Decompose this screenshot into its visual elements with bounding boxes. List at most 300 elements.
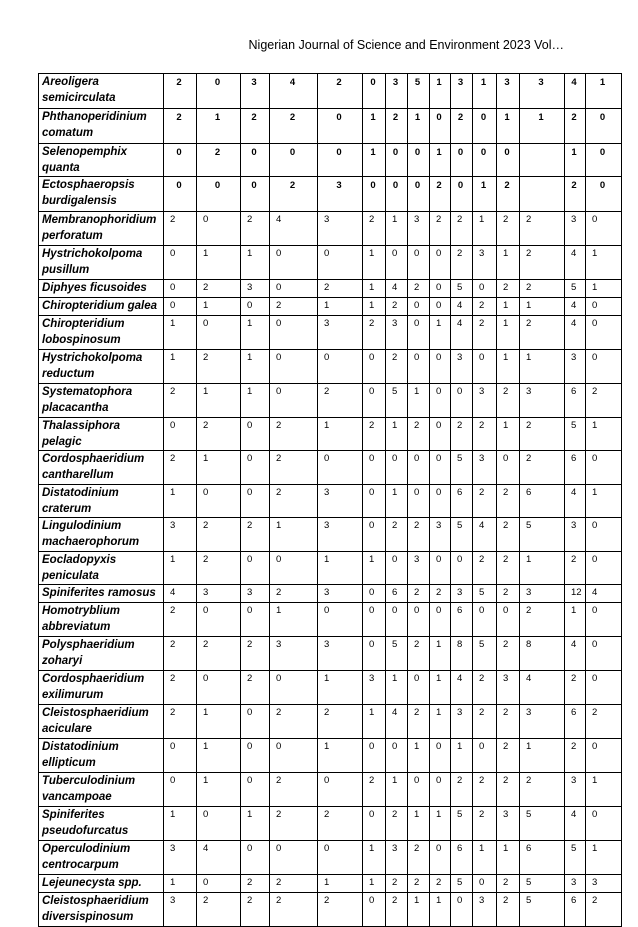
count-cell: 2 xyxy=(497,773,520,807)
count-cell: 0 xyxy=(586,350,622,384)
count-cell: 4 xyxy=(164,585,197,603)
count-cell: 0 xyxy=(270,671,318,705)
species-name-cell: Areoligera semicirculata xyxy=(39,74,164,109)
count-cell: 3 xyxy=(565,875,586,893)
count-cell: 5 xyxy=(408,74,430,109)
count-cell: 1 xyxy=(197,384,241,418)
count-cell: 1 xyxy=(241,316,270,350)
count-cell: 3 xyxy=(241,585,270,603)
count-cell: 2 xyxy=(473,485,497,518)
count-cell: 2 xyxy=(164,671,197,705)
count-cell: 12 xyxy=(565,585,586,603)
count-cell: 2 xyxy=(241,671,270,705)
species-name-cell: Selenopemphix quanta xyxy=(39,144,164,177)
count-cell: 1 xyxy=(586,246,622,280)
count-cell: 0 xyxy=(197,671,241,705)
count-cell: 0 xyxy=(241,177,270,212)
count-cell: 2 xyxy=(520,212,565,246)
species-name-cell: Distatodinium craterum xyxy=(39,485,164,518)
count-cell: 2 xyxy=(408,841,430,875)
count-cell: 2 xyxy=(241,212,270,246)
count-cell: 1 xyxy=(197,298,241,316)
count-cell: 8 xyxy=(451,637,473,671)
count-cell: 2 xyxy=(408,705,430,739)
count-cell: 2 xyxy=(270,298,318,316)
count-cell: 2 xyxy=(520,451,565,485)
count-cell: 2 xyxy=(241,109,270,144)
count-cell: 1 xyxy=(386,418,408,451)
count-cell: 2 xyxy=(497,637,520,671)
count-cell: 0 xyxy=(241,773,270,807)
count-cell: 2 xyxy=(497,518,520,552)
count-cell: 2 xyxy=(270,585,318,603)
count-cell: 2 xyxy=(270,875,318,893)
table-row xyxy=(39,841,622,875)
count-cell: 2 xyxy=(497,280,520,298)
count-cell: 0 xyxy=(164,739,197,773)
count-cell: 0 xyxy=(318,350,363,384)
count-cell: 1 xyxy=(565,144,586,177)
count-cell: 0 xyxy=(586,298,622,316)
species-name-cell: Operculodinium centrocarpum xyxy=(39,841,164,875)
count-cell: 1 xyxy=(430,74,451,109)
species-count-table xyxy=(38,73,622,927)
count-cell: 3 xyxy=(318,212,363,246)
count-cell: 3 xyxy=(318,518,363,552)
count-cell: 0 xyxy=(430,773,451,807)
count-cell: 0 xyxy=(164,144,197,177)
count-cell: 0 xyxy=(270,739,318,773)
count-cell: 3 xyxy=(451,74,473,109)
count-cell: 4 xyxy=(565,298,586,316)
count-cell: 0 xyxy=(586,212,622,246)
count-cell: 1 xyxy=(430,807,451,841)
species-name-cell: Chiropteridium galea xyxy=(39,298,164,316)
species-name-cell: Cordosphaeridium cantharellum xyxy=(39,451,164,485)
count-cell: 2 xyxy=(363,418,386,451)
count-cell: 5 xyxy=(451,807,473,841)
count-cell: 1 xyxy=(497,298,520,316)
count-cell: 1 xyxy=(520,350,565,384)
count-cell: 0 xyxy=(586,637,622,671)
count-cell: 3 xyxy=(164,841,197,875)
count-cell: 2 xyxy=(386,298,408,316)
count-cell: 2 xyxy=(241,518,270,552)
count-cell: 0 xyxy=(318,773,363,807)
count-cell: 3 xyxy=(451,585,473,603)
count-cell: 1 xyxy=(197,705,241,739)
count-cell: 4 xyxy=(451,298,473,316)
count-cell: 0 xyxy=(473,875,497,893)
count-cell: 0 xyxy=(197,212,241,246)
species-name-cell: Distatodinium ellipticum xyxy=(39,739,164,773)
count-cell: 2 xyxy=(164,705,197,739)
count-cell: 4 xyxy=(565,637,586,671)
count-cell: 2 xyxy=(473,418,497,451)
count-cell: 0 xyxy=(473,144,497,177)
count-cell: 0 xyxy=(430,418,451,451)
table-row xyxy=(39,485,622,518)
count-cell: 6 xyxy=(451,603,473,637)
count-cell: 2 xyxy=(430,177,451,212)
count-cell: 0 xyxy=(386,552,408,585)
count-cell: 0 xyxy=(241,705,270,739)
count-cell: 1 xyxy=(586,485,622,518)
count-cell: 5 xyxy=(520,893,565,927)
count-cell: 5 xyxy=(565,280,586,298)
table-row xyxy=(39,773,622,807)
count-cell: 0 xyxy=(430,841,451,875)
count-cell: 2 xyxy=(565,552,586,585)
count-cell: 2 xyxy=(386,875,408,893)
count-cell: 2 xyxy=(451,773,473,807)
count-cell: 1 xyxy=(164,485,197,518)
count-cell: 3 xyxy=(451,705,473,739)
count-cell: 6 xyxy=(520,485,565,518)
count-cell: 2 xyxy=(497,875,520,893)
count-cell: 6 xyxy=(451,841,473,875)
count-cell: 3 xyxy=(451,350,473,384)
count-cell: 3 xyxy=(386,74,408,109)
count-cell: 0 xyxy=(363,518,386,552)
table-row xyxy=(39,585,622,603)
count-cell: 2 xyxy=(586,384,622,418)
count-cell: 3 xyxy=(318,585,363,603)
count-cell: 3 xyxy=(565,212,586,246)
count-cell: 0 xyxy=(386,246,408,280)
count-cell: 2 xyxy=(270,418,318,451)
count-cell: 1 xyxy=(363,875,386,893)
count-cell: 2 xyxy=(164,109,197,144)
count-cell: 0 xyxy=(270,350,318,384)
count-cell: 0 xyxy=(408,451,430,485)
count-cell: 2 xyxy=(497,212,520,246)
count-cell: 1 xyxy=(318,739,363,773)
count-cell: 2 xyxy=(197,350,241,384)
count-cell: 0 xyxy=(363,585,386,603)
count-cell: 3 xyxy=(164,518,197,552)
table-row xyxy=(39,316,622,350)
count-cell: 0 xyxy=(363,739,386,773)
table-row xyxy=(39,552,622,585)
count-cell: 0 xyxy=(270,280,318,298)
count-cell: 1 xyxy=(497,316,520,350)
count-cell: 2 xyxy=(164,74,197,109)
count-cell: 1 xyxy=(241,350,270,384)
count-cell: 4 xyxy=(565,807,586,841)
count-cell: 4 xyxy=(386,705,408,739)
count-cell: 1 xyxy=(386,671,408,705)
count-cell: 2 xyxy=(386,893,408,927)
count-cell: 0 xyxy=(586,552,622,585)
count-cell: 1 xyxy=(473,177,497,212)
count-cell: 1 xyxy=(408,384,430,418)
count-cell: 2 xyxy=(408,280,430,298)
table-row xyxy=(39,671,622,705)
table-row xyxy=(39,875,622,893)
count-cell: 3 xyxy=(197,585,241,603)
count-cell: 1 xyxy=(430,316,451,350)
count-cell: 1 xyxy=(430,671,451,705)
count-cell: 0 xyxy=(386,451,408,485)
count-cell: 2 xyxy=(520,773,565,807)
count-cell: 0 xyxy=(451,144,473,177)
table-row xyxy=(39,451,622,485)
count-cell: 0 xyxy=(430,280,451,298)
count-cell: 1 xyxy=(473,212,497,246)
count-cell: 0 xyxy=(241,485,270,518)
count-cell: 1 xyxy=(363,246,386,280)
count-cell: 1 xyxy=(430,893,451,927)
count-cell: 6 xyxy=(565,893,586,927)
species-name-cell: Lejeunecysta spp. xyxy=(39,875,164,893)
count-cell: 1 xyxy=(451,739,473,773)
table-row xyxy=(39,418,622,451)
count-cell: 4 xyxy=(270,74,318,109)
count-cell: 0 xyxy=(586,603,622,637)
count-cell: 1 xyxy=(318,418,363,451)
count-cell: 0 xyxy=(497,451,520,485)
count-cell: 0 xyxy=(408,298,430,316)
count-cell: 1 xyxy=(430,637,451,671)
count-cell: 0 xyxy=(408,144,430,177)
count-cell: 2 xyxy=(473,316,497,350)
count-cell: 2 xyxy=(270,773,318,807)
count-cell: 0 xyxy=(197,603,241,637)
count-cell: 1 xyxy=(520,739,565,773)
count-cell: 1 xyxy=(164,875,197,893)
count-cell: 0 xyxy=(408,246,430,280)
count-cell: 1 xyxy=(520,298,565,316)
count-cell: 6 xyxy=(386,585,408,603)
count-cell: 1 xyxy=(430,144,451,177)
count-cell: 0 xyxy=(318,603,363,637)
species-name-cell: Cordosphaeridium exilimurum xyxy=(39,671,164,705)
count-cell: 2 xyxy=(497,585,520,603)
count-cell: 5 xyxy=(473,637,497,671)
count-cell: 2 xyxy=(520,316,565,350)
table-row xyxy=(39,177,622,212)
count-cell: 0 xyxy=(318,451,363,485)
count-cell: 2 xyxy=(430,585,451,603)
count-cell: 0 xyxy=(270,246,318,280)
count-cell: 0 xyxy=(386,144,408,177)
species-name-cell: Lingulodinium machaerophorum xyxy=(39,518,164,552)
page-header: Nigerian Journal of Science and Environment 2023 Vol… xyxy=(248,38,564,52)
count-cell: 0 xyxy=(473,739,497,773)
count-cell: 2 xyxy=(520,246,565,280)
count-cell: 2 xyxy=(241,893,270,927)
count-cell: 0 xyxy=(363,485,386,518)
count-cell: 2 xyxy=(318,74,363,109)
count-cell: 2 xyxy=(497,485,520,518)
count-cell: 0 xyxy=(430,298,451,316)
count-cell: 2 xyxy=(497,739,520,773)
count-cell: 3 xyxy=(473,893,497,927)
count-cell: 0 xyxy=(363,74,386,109)
count-cell: 2 xyxy=(197,518,241,552)
count-cell: 0 xyxy=(586,451,622,485)
count-cell: 1 xyxy=(586,773,622,807)
count-cell: 3 xyxy=(497,74,520,109)
count-cell: 0 xyxy=(451,552,473,585)
count-cell: 2 xyxy=(197,893,241,927)
count-cell: 2 xyxy=(241,637,270,671)
count-cell: 3 xyxy=(565,518,586,552)
count-cell: 2 xyxy=(430,875,451,893)
count-cell: 1 xyxy=(363,144,386,177)
count-cell: 1 xyxy=(164,316,197,350)
count-cell: 2 xyxy=(270,177,318,212)
count-cell: 5 xyxy=(451,875,473,893)
table-row xyxy=(39,350,622,384)
count-cell: 2 xyxy=(451,109,473,144)
count-cell: 5 xyxy=(386,384,408,418)
species-name-cell: Ectosphaeropsis burdigalensis xyxy=(39,177,164,212)
count-cell: 2 xyxy=(408,875,430,893)
count-cell: 0 xyxy=(197,485,241,518)
count-cell: 3 xyxy=(473,246,497,280)
count-cell: 0 xyxy=(241,144,270,177)
count-cell: 1 xyxy=(270,518,318,552)
count-cell: 1 xyxy=(241,384,270,418)
count-cell: 3 xyxy=(318,316,363,350)
count-cell: 0 xyxy=(241,418,270,451)
count-cell: 1 xyxy=(363,280,386,298)
count-cell: 2 xyxy=(473,671,497,705)
count-cell: 0 xyxy=(241,552,270,585)
species-name-cell: Membranophoridium perforatum xyxy=(39,212,164,246)
count-cell: 0 xyxy=(363,350,386,384)
count-cell: 1 xyxy=(363,552,386,585)
count-cell: 0 xyxy=(408,671,430,705)
count-cell: 1 xyxy=(386,773,408,807)
table-row xyxy=(39,518,622,552)
count-cell: 1 xyxy=(164,552,197,585)
count-cell: 0 xyxy=(586,109,622,144)
count-cell: 2 xyxy=(408,637,430,671)
count-cell: 2 xyxy=(386,350,408,384)
count-cell: 0 xyxy=(318,144,363,177)
count-cell: 1 xyxy=(363,109,386,144)
count-cell: 2 xyxy=(565,177,586,212)
count-cell: 6 xyxy=(520,841,565,875)
count-cell: 0 xyxy=(408,603,430,637)
count-cell: 0 xyxy=(430,603,451,637)
count-cell: 4 xyxy=(270,212,318,246)
count-cell: 1 xyxy=(497,841,520,875)
count-cell: 0 xyxy=(430,109,451,144)
count-cell: 1 xyxy=(408,739,430,773)
count-cell: 2 xyxy=(270,807,318,841)
count-cell: 0 xyxy=(363,807,386,841)
count-cell: 0 xyxy=(318,109,363,144)
count-cell: 0 xyxy=(473,350,497,384)
species-name-cell: Hystrichokolpoma reductum xyxy=(39,350,164,384)
count-cell: 2 xyxy=(318,807,363,841)
count-cell xyxy=(520,144,565,177)
count-cell: 4 xyxy=(565,74,586,109)
count-cell: 0 xyxy=(197,74,241,109)
count-cell: 2 xyxy=(386,518,408,552)
count-cell: 0 xyxy=(363,384,386,418)
count-cell: 0 xyxy=(473,280,497,298)
count-cell: 2 xyxy=(408,585,430,603)
count-cell: 2 xyxy=(565,739,586,773)
species-name-cell: Spiniferites ramosus xyxy=(39,585,164,603)
species-name-cell: Tuberculodinium vancampoae xyxy=(39,773,164,807)
count-cell: 2 xyxy=(473,552,497,585)
count-cell: 0 xyxy=(430,350,451,384)
table-row xyxy=(39,384,622,418)
count-cell: 4 xyxy=(473,518,497,552)
count-cell: 1 xyxy=(586,418,622,451)
count-cell: 1 xyxy=(586,74,622,109)
count-cell: 0 xyxy=(270,316,318,350)
count-cell: 0 xyxy=(586,144,622,177)
count-cell: 0 xyxy=(386,739,408,773)
count-cell: 6 xyxy=(451,485,473,518)
count-cell: 4 xyxy=(451,671,473,705)
species-name-cell: Diphyes ficusoides xyxy=(39,280,164,298)
count-cell: 2 xyxy=(197,552,241,585)
table-row xyxy=(39,893,622,927)
count-cell: 1 xyxy=(363,705,386,739)
count-cell: 0 xyxy=(164,418,197,451)
count-cell: 2 xyxy=(270,705,318,739)
count-cell: 2 xyxy=(386,109,408,144)
count-cell: 4 xyxy=(586,585,622,603)
count-cell: 1 xyxy=(520,109,565,144)
count-cell: 2 xyxy=(565,671,586,705)
count-cell: 2 xyxy=(363,316,386,350)
count-cell: 3 xyxy=(241,74,270,109)
count-cell: 2 xyxy=(473,298,497,316)
count-cell: 0 xyxy=(164,298,197,316)
count-cell: 0 xyxy=(318,246,363,280)
count-cell: 4 xyxy=(197,841,241,875)
count-cell: 1 xyxy=(241,246,270,280)
count-cell: 2 xyxy=(520,603,565,637)
count-cell: 1 xyxy=(430,705,451,739)
count-cell: 5 xyxy=(451,280,473,298)
count-cell: 2 xyxy=(586,705,622,739)
count-cell xyxy=(520,177,565,212)
count-cell: 3 xyxy=(565,350,586,384)
count-cell: 1 xyxy=(363,298,386,316)
count-cell: 1 xyxy=(197,109,241,144)
count-cell: 2 xyxy=(318,705,363,739)
count-cell: 0 xyxy=(430,451,451,485)
count-cell: 0 xyxy=(473,603,497,637)
count-cell: 3 xyxy=(318,177,363,212)
count-cell: 2 xyxy=(451,246,473,280)
count-cell: 0 xyxy=(197,875,241,893)
count-cell: 1 xyxy=(386,212,408,246)
count-cell: 2 xyxy=(497,384,520,418)
count-cell: 0 xyxy=(497,144,520,177)
count-cell: 0 xyxy=(241,841,270,875)
count-cell: 2 xyxy=(164,212,197,246)
count-cell: 2 xyxy=(241,875,270,893)
count-cell: 1 xyxy=(270,603,318,637)
count-cell: 0 xyxy=(586,807,622,841)
count-cell: 0 xyxy=(430,246,451,280)
table-row xyxy=(39,705,622,739)
count-cell: 0 xyxy=(473,109,497,144)
table-row xyxy=(39,603,622,637)
count-cell: 2 xyxy=(497,705,520,739)
